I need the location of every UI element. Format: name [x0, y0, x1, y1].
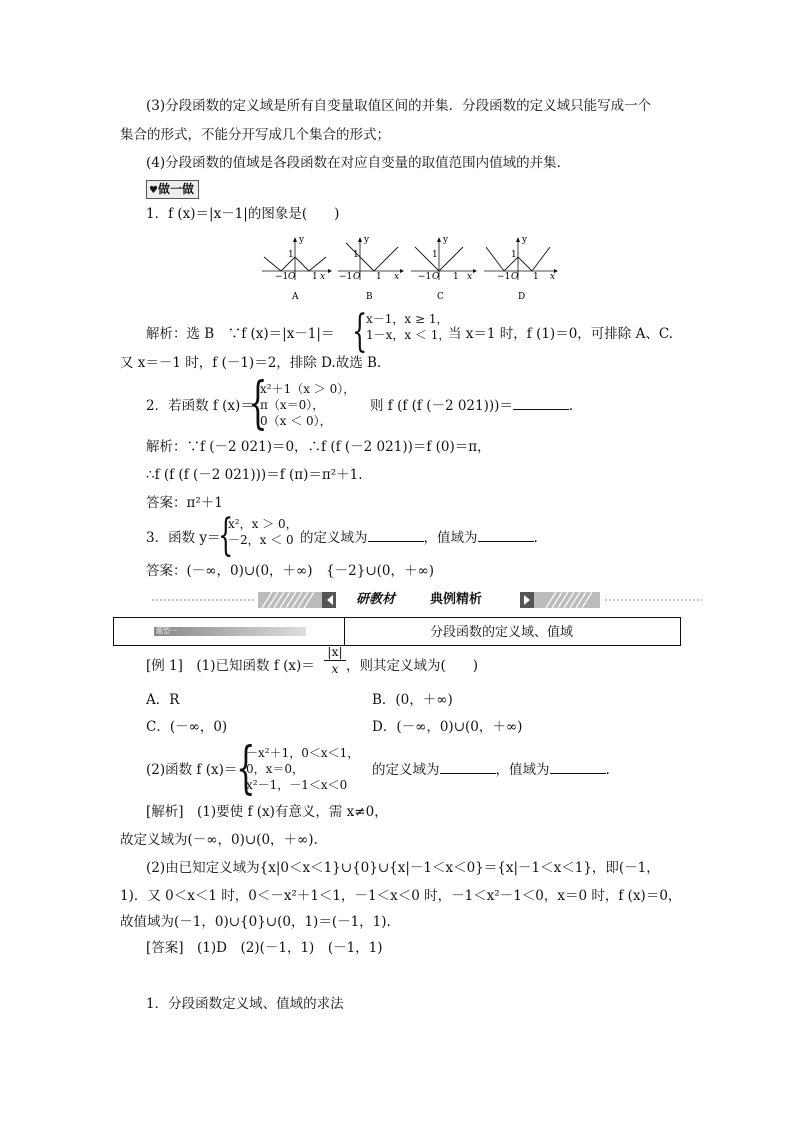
- ex1-case-3: x²－1，－1＜x＜0: [246, 778, 348, 792]
- graph-b-pos-one: 1: [376, 272, 382, 282]
- q2-cases: [260, 381, 355, 429]
- para-4: (4)分段函数的值域是各段函数在对应自变量的取值范围内值域的并集．: [146, 155, 571, 171]
- graph-b-y-label: y: [364, 235, 370, 245]
- option-b[interactable]: B．(0，＋∞): [372, 692, 453, 708]
- graph-d-neg-one: −1: [497, 272, 511, 282]
- q3-range-blank[interactable]: [478, 529, 534, 542]
- q3-case-1: x²，x ＞ 0，: [228, 517, 298, 531]
- ex1-analysis-4: 1)．又 0＜x＜1 时，0＜－x²＋1＜1，－1＜x＜0 时，－1＜x²－1＜0，x＝0 时，f (x)＝0，: [120, 888, 682, 904]
- option-d[interactable]: D．(－∞，0)∪(0，＋∞): [372, 719, 523, 735]
- ex1-fraction: [324, 644, 346, 677]
- q2-case-1: x²＋1（x ＞ 0），: [260, 382, 356, 396]
- q1-graphs: [0, 230, 794, 310]
- section-banner: [0, 589, 794, 611]
- q3-stem-tail: 的定义域为 ，值域为 .: [300, 530, 538, 546]
- graph-a-neg-one: −1: [275, 272, 289, 282]
- ex1-case-1: －x²＋1，0＜x＜1，: [246, 746, 360, 760]
- q1-solution-tail: 当 x＝1 时，f (1)＝0，可排除 A、C.: [448, 326, 673, 342]
- banner-right-text: 典例精析: [430, 592, 483, 607]
- graph-d: [484, 235, 558, 302]
- graph-c-origin: O: [432, 272, 440, 282]
- graph-a-pos-one: 1: [312, 272, 318, 282]
- option-c[interactable]: C．(－∞，0): [146, 719, 228, 735]
- ex1-brace: {: [236, 736, 256, 801]
- q2-answer-blank[interactable]: [513, 397, 569, 410]
- option-a[interactable]: A．R: [146, 692, 180, 708]
- q3-brace: {: [218, 510, 234, 561]
- ex1-fraction-numerator: |x|: [327, 644, 343, 659]
- graph-d-x-label: x: [550, 272, 556, 282]
- para-3-line-2: 集合的形式，不能分开写成几个集合的形式；: [120, 127, 390, 143]
- method-heading: 1．分段函数定义域、值域的求法: [146, 996, 344, 1012]
- graph-a-letter: A: [292, 292, 299, 302]
- q3-cases: [228, 516, 298, 548]
- q3-case-2: －2，x ＜ 0: [228, 533, 294, 547]
- ex1-answer: [答案] (1)D (2)(－1，1) (－1，1): [146, 940, 383, 956]
- ex1-tail: ，则其定义域为( ): [346, 658, 479, 674]
- graph-d-pos-one: 1: [533, 272, 539, 282]
- graph-d-y-label: y: [522, 235, 528, 245]
- graph-b-neg-one: −1: [339, 272, 353, 282]
- graph-c-y-label: y: [443, 235, 449, 245]
- q2-stem-tail: 则 f (f (f (－2 021)))＝ .: [370, 398, 574, 414]
- q2-answer: 答案：π²＋1: [146, 495, 223, 511]
- graph-b-x-label: x: [394, 272, 400, 282]
- ex1-cases: [246, 745, 359, 793]
- ex1-analysis-1: [解析] (1)要使 f (x)有意义，需 x≠0，: [146, 804, 388, 820]
- q2-brace: {: [248, 371, 268, 436]
- graph-c: [411, 235, 477, 302]
- ex1-domain-blank[interactable]: [440, 761, 496, 774]
- q1-case-1: x－1，x ≥ 1，: [366, 312, 449, 326]
- q1-brace: {: [352, 306, 368, 357]
- q2-solution-2: ∴f (f (f (－2 021)))＝f (π)＝π²＋1.: [146, 467, 363, 483]
- graph-a-one-label: 1: [288, 250, 294, 260]
- q2-case-3: 0（x ＜ 0），: [260, 414, 332, 428]
- graph-c-one-label: 1: [432, 250, 438, 260]
- q2-solution-1: 解析：∵f (－2 021)＝0，∴f (f (－2 021))＝f (0)＝π，: [146, 439, 491, 455]
- para-3-line-1: (3)分段函数的定义域是所有自变量取值区间的并集．分段函数的定义域只能写成一个: [146, 98, 652, 114]
- ex1-analysis-5: 故值域为(－1，0)∪{0}∪(0，1)＝(－1，1).: [120, 914, 391, 930]
- graph-a-y-label: y: [299, 235, 305, 245]
- q1-solution-line-2: 又 x＝－1 时，f (－1)＝2，排除 D.故选 B.: [120, 355, 382, 371]
- q3-answer: 答案：(－∞，0)∪(0，＋∞) {－2}∪(0，＋∞): [146, 563, 434, 579]
- topic-title: 分段函数的定义域、值域: [430, 625, 574, 640]
- graph-c-pos-one: 1: [453, 272, 459, 282]
- topic-table: [113, 617, 681, 646]
- ex1-case-2: 0，x＝0，: [246, 762, 305, 776]
- ex1-analysis-2: 故定义域为(－∞，0)∪(0，＋∞).: [120, 832, 318, 848]
- graph-b: [338, 235, 404, 302]
- banner-left-text: 研教材: [356, 592, 396, 607]
- graph-b-letter: B: [366, 292, 373, 302]
- q1-case-2: 1－x，x ＜ 1，: [366, 328, 451, 342]
- topic-tag-cell: [114, 618, 345, 645]
- graph-d-origin: O: [511, 272, 519, 282]
- graph-a: [262, 235, 332, 302]
- graph-b-origin: O: [353, 272, 361, 282]
- graph-d-letter: D: [518, 292, 526, 302]
- graph-d-one-label: 1: [511, 250, 517, 260]
- topic-tag: 题型一: [154, 627, 306, 636]
- graph-c-neg-one: −1: [418, 272, 432, 282]
- graph-a-origin: O: [288, 272, 296, 282]
- ex1-analysis-3: (2)由已知定义域为{x|0＜x＜1}∪{0}∪{x|－1＜x＜0}＝{x|－1＜x＜1}，即(－1，: [146, 860, 660, 876]
- graph-b-one-label: 1: [353, 250, 359, 260]
- ex1-part2-tail: 的定义域为 ，值域为 .: [372, 762, 610, 778]
- graph-c-letter: C: [437, 292, 444, 302]
- q3-stem-lead: 3．函数 y＝: [146, 530, 221, 546]
- ex1-lead: [例 1] (1)已知函数 f (x)＝: [146, 658, 315, 674]
- zuo-yi-zuo-label: ♥做一做: [146, 180, 199, 199]
- ex1-fraction-denominator: x: [324, 660, 346, 677]
- q1-stem: 1．f (x)＝|x－1|的图象是( ): [146, 206, 340, 222]
- q1-cases: [366, 311, 450, 343]
- q2-stem-lead: 2．若函数 f (x)＝: [146, 398, 254, 414]
- heart-icon: ♥: [149, 185, 158, 196]
- graph-c-x-label: x: [467, 272, 473, 282]
- q1-solution-lead: 解析：选 B ∵f (x)＝|x－1|＝: [146, 326, 335, 342]
- ex1-part2-lead: (2)函数 f (x)＝: [146, 762, 238, 778]
- q2-case-2: π（x＝0），: [260, 398, 325, 412]
- q3-domain-blank[interactable]: [368, 529, 424, 542]
- ex1-range-blank[interactable]: [550, 761, 606, 774]
- graph-a-x-label: x: [320, 272, 326, 282]
